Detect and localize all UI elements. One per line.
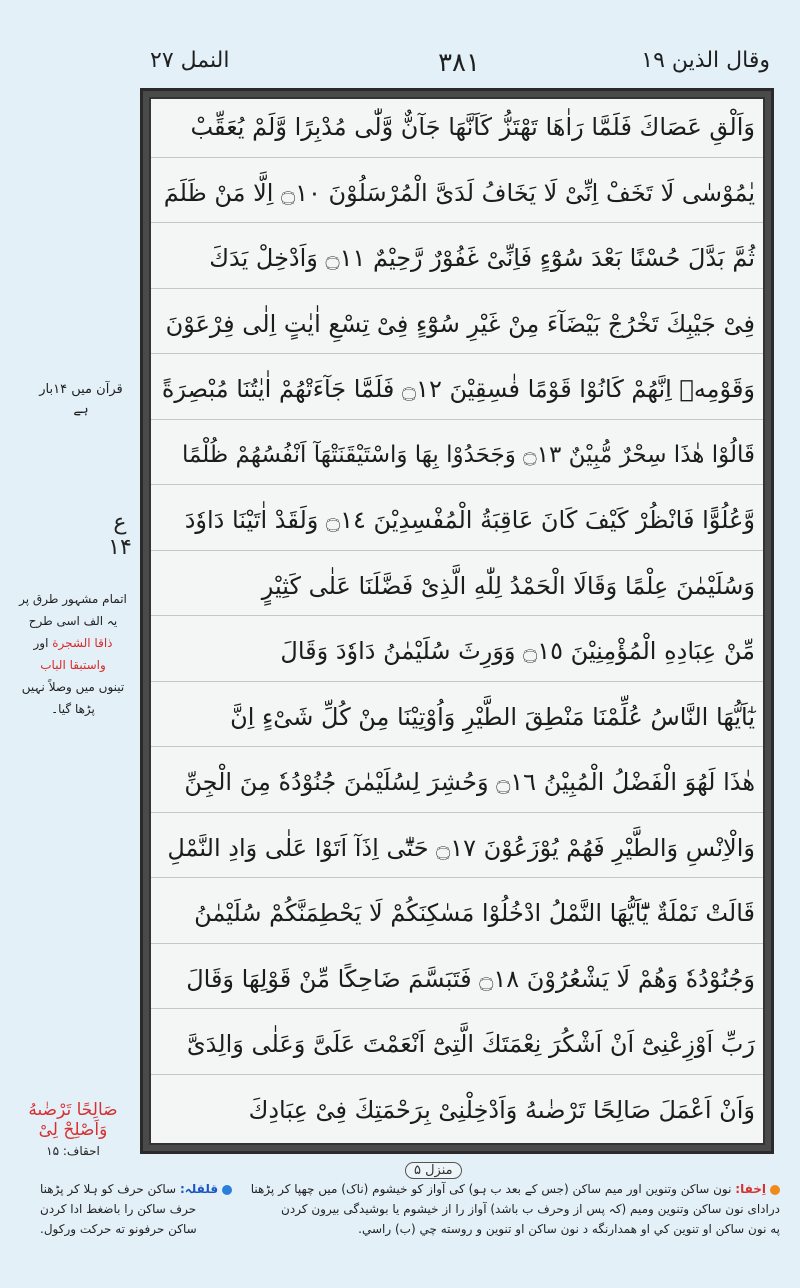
ikhfa-dot-icon <box>770 1185 780 1195</box>
text-line-1: وَاَلْقِ عَصَاكَ فَلَمَّا رَاٰهَا تَهْتَزُّ كَاَنَّهَا جَآنٌّ وَّلّٰى مُدْبِرًا وَّلَمْ يُعَقِّبْ <box>151 99 763 158</box>
text-line-14: وَجُنُوْدُهٗ وَهُمْ لَا يَشْعُرُوْنَ ۝١٨ فَتَبَسَّمَ ضَاحِكًا مِّنْ قَوْلِهَا وَقَالَ <box>151 951 763 1010</box>
ikhfa-key: اِخفا: <box>735 1182 766 1196</box>
text-line-7: وَّعُلُوًّا فَانْظُرْ كَيْفَ كَانَ عَاقِبَةُ الْمُفْسِدِيْنَ ۝١٤ وَلَقَدْ اٰتَيْنَا دَاوٗدَ <box>151 492 763 551</box>
ittamam-line2: یہ الف اسی طرح <box>28 614 118 628</box>
text-line-15: رَبِّ اَوْزِعْنِىْٓ اَنْ اَشْكُرَ نِعْمَتَكَ الَّتِىْٓ اَنْعَمْتَ عَلَىَّ وَعَلٰى وَالِدَىَّ <box>151 1016 763 1075</box>
qalqala-key: قلقلہ: <box>179 1182 219 1196</box>
text-line-5: وَقَوْمِهٖ اِنَّهُمْ كَانُوْا قَوْمًا فٰسِقِيْنَ ۝١٢ فَلَمَّا جَآءَتْهُمْ اٰيٰتُنَا مُبْصِرَةً <box>151 361 763 420</box>
legend-row-3 <box>40 1220 780 1240</box>
text-line-10: يٰٓاَيُّهَا النَّاسُ عُلِّمْنَا مَنْطِقَ الطَّيْرِ وَاُوْتِيْنَا مِنْ كُلِّ شَىْءٍ اِنَّ <box>151 689 763 748</box>
text-line-8: وَسُلَيْمٰنَ عِلْمًا وَقَالَا الْحَمْدُ لِلّٰهِ الَّذِىْ فَضَّلَنَا عَلٰى كَثِيْرٍ <box>151 558 763 617</box>
ittamam-conj: اور <box>33 636 49 650</box>
margin-note-quran-line2: ہے <box>73 402 89 417</box>
margin-note-ittamam <box>18 588 128 720</box>
margin-note-quran <box>36 380 126 420</box>
text-line-3: ثُمَّ بَدَّلَ حُسْنًا بَعْدَ سُوْٓءٍ فَاِنِّىْ غَفُوْرٌ رَّحِيْمٌ ۝١١ وَاَدْخِلْ يَدَكَ <box>151 230 763 289</box>
legend-row2-right: درادای نون ساکن وتنوین ومیم (کہ پس از وحرف ب باشد) آواز را از خیشوم یا بوشیدگی بیرون کردن <box>281 1202 780 1216</box>
qalqala-dot-icon <box>222 1185 232 1195</box>
text-line-12: وَالْاِنْسِ وَالطَّيْرِ فَهُمْ يُوْزَعُوْنَ ۝١٧ حَتّٰٓى اِذَآ اَتَوْا عَلٰى وَادِ النَّمْلِ <box>151 820 763 879</box>
text-line-4: فِىْ جَيْبِكَ تَخْرُجْ بَيْضَآءَ مِنْ غَيْرِ سُوْٓءٍ فِىْ تِسْعِ اٰيٰتٍ اِلٰى فِرْعَوْنَ <box>151 296 763 355</box>
margin-note-salih <box>18 1100 128 1140</box>
legend-row3-left: ساکن حرفونو ته حرکت ورکول. <box>40 1222 197 1236</box>
text-frame <box>140 88 774 1154</box>
text-line-9: مِّنْ عِبَادِهِ الْمُؤْمِنِيْنَ ۝١٥ وَوَرِثَ سُلَيْمٰنُ دَاوٗدَ وَقَالَ <box>151 623 763 682</box>
margin-note-ahqaf: احقاف: ۱۵ <box>46 1144 100 1158</box>
ruku-marker: ع ۱۴ <box>108 510 132 560</box>
ittamam-line5: تینوں میں وصلاً نہیں <box>21 680 125 694</box>
tajweed-legend <box>40 1180 780 1240</box>
manzil-label: منزل ۵ <box>405 1162 462 1179</box>
legend-row-2 <box>40 1200 780 1220</box>
page-number: ۳۸۱ <box>438 48 480 78</box>
margin-note-quran-line1: قرآن میں ۱۴بار <box>39 382 123 397</box>
legend-qalqala <box>40 1180 232 1199</box>
juz-title: وقال الذين ١٩ <box>641 48 770 73</box>
salih-line1: صَالِحًا تَرْضٰىهُ <box>28 1100 118 1120</box>
salih-line2: وَاَصْلِحْ لِىْ <box>38 1120 108 1140</box>
text-line-2: يٰمُوْسٰى لَا تَخَفْ اِنِّىْ لَا يَخَافُ لَدَىَّ الْمُرْسَلُوْنَ ۝١٠ اِلَّا مَنْ ظَلَمَ <box>151 165 763 224</box>
legend-row-1 <box>40 1180 780 1200</box>
text-line-13: قَالَتْ نَمْلَةٌ يّٰٓاَيُّهَا النَّمْلُ ادْخُلُوْا مَسٰكِنَكُمْ لَا يَحْطِمَنَّكُمْ سُلَيْمٰنُ <box>151 885 763 944</box>
legend-ikhfa <box>251 1180 780 1199</box>
ittamam-highlight-2: واستبقا الباب <box>40 658 106 672</box>
surah-title: النمل ٢٧ <box>150 48 230 73</box>
ittamam-line1: اتمام مشہور طرق پر <box>19 592 127 606</box>
text-line-6: قَالُوْا هٰذَا سِحْرٌ مُّبِيْنٌ ۝١٣ وَجَحَدُوْا بِهَا وَاسْتَيْقَنَتْهَآ اَنْفُسُهُمْ ظُلْمًا <box>151 427 763 486</box>
ittamam-highlight-1: ذاقا الشجرة <box>52 636 113 650</box>
text-line-16: وَاَنْ اَعْمَلَ صَالِحًا تَرْضٰىهُ وَاَدْخِلْنِىْ بِرَحْمَتِكَ فِىْ عِبَادِكَ <box>248 1095 755 1124</box>
ikhfa-text: نون ساکن وتنوین اور میم ساکن (جس کے بعد ب ہو) کی آواز کو خیشوم (ناک) میں چھپا کر پڑھنا <box>250 1182 732 1196</box>
qalqala-text: ساکن حرف کو ہلا کر پڑھنا <box>40 1182 177 1196</box>
text-area <box>149 97 765 1145</box>
ittamam-line3 <box>18 632 128 654</box>
page-header <box>150 48 770 88</box>
text-line-11: هٰذَا لَهُوَ الْفَضْلُ الْمُبِيْنُ ۝١٦ وَحُشِرَ لِسُلَيْمٰنَ جُنُوْدُهٗ مِنَ الْجِنِّ <box>151 754 763 813</box>
ittamam-line4 <box>18 654 128 676</box>
ittamam-line6: پڑھا گیا۔ <box>51 702 95 716</box>
legend-row2-left: حرف ساکن را باضغط ادا کردن <box>40 1202 197 1216</box>
legend-row3-right: په نون ساکن او تنوین کي او همدارنگه د نون ساکن او تنوین و روسته چي (ب) راسي. <box>358 1222 780 1236</box>
